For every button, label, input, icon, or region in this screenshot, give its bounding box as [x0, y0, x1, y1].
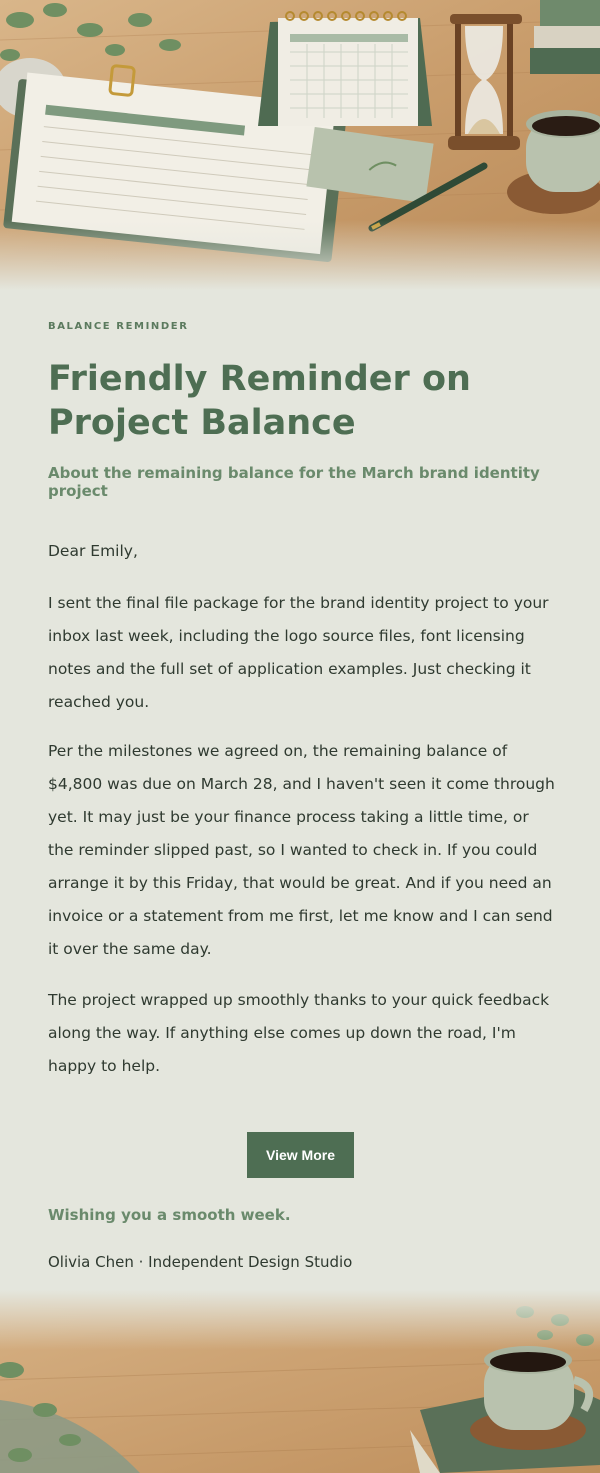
books-icon: [530, 0, 600, 74]
email-subtitle: About the remaining balance for the March brand identity project: [48, 464, 540, 500]
body-paragraph: The project wrapped up smoothly thanks to your quick feedback along the way. If anything else comes up down the road, I'm happy to help.: [48, 991, 550, 1075]
greeting: Dear Emily,: [48, 542, 138, 560]
eyebrow-label: BALANCE REMINDER: [48, 321, 189, 332]
header-illustration: [0, 0, 600, 290]
view-more-button[interactable]: View More: [247, 1132, 354, 1178]
body-paragraph: I sent the final file package for the brand identity project to your inbox last week, including the logo source files, font licensing notes and the full set of application examples. Just checking it reached you.: [48, 594, 549, 711]
closing-line: Wishing you a smooth week.: [48, 1206, 291, 1224]
hourglass-icon: [448, 14, 522, 150]
footer-illustration: [0, 1290, 600, 1473]
coffee-cup-icon: [470, 1346, 589, 1450]
email-title: Friendly Reminder on Project Balance: [48, 359, 471, 443]
calendar-icon: [258, 12, 432, 126]
body-paragraph: Per the milestones we agreed on, the remaining balance of $4,800 was due on March 28, and I haven't seen it come through yet. It may just be your finance process taking a little time, or the reminder slipped past, so I wanted to check in. If you could arrange it by this Friday, that would be great. And if you need an invoice or a statement from me first, let me know and I can send it over the same day.: [48, 742, 555, 958]
signature: Olivia Chen · Independent Design Studio: [48, 1253, 353, 1271]
